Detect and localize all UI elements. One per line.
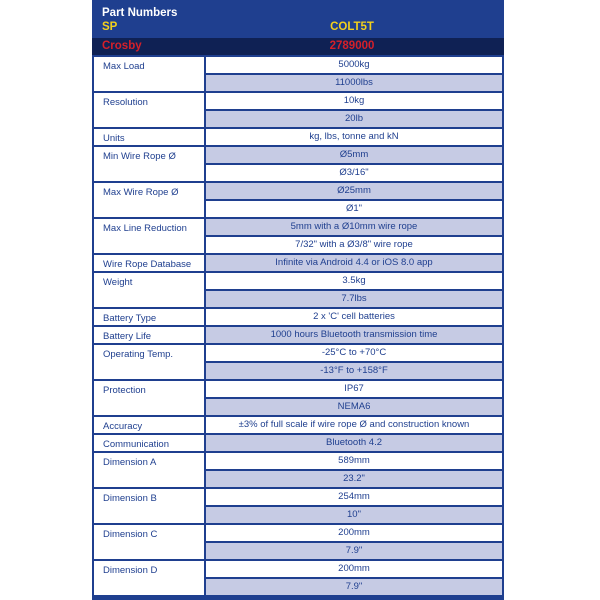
spec-row (92, 453, 504, 489)
spec-row (92, 525, 504, 561)
spec-value: Ø25mm (206, 183, 502, 199)
spec-label: Weight (94, 273, 204, 307)
spec-row (92, 381, 504, 417)
spec-row (92, 183, 504, 219)
spec-value: Bluetooth 4.2 (206, 435, 502, 451)
spec-label: Dimension C (94, 525, 204, 559)
spec-label: Dimension B (94, 489, 204, 523)
spec-value: 5mm with a Ø10mm wire rope (206, 219, 502, 235)
spec-value: IP67 (206, 381, 502, 397)
spec-value: -13°F to +158°F (206, 363, 502, 379)
spec-value: 10kg (206, 93, 502, 109)
spec-row (92, 129, 504, 147)
spec-row (92, 435, 504, 453)
sp-label: SP (102, 21, 118, 33)
spec-label: Accuracy (94, 417, 204, 433)
spec-value: 1000 hours Bluetooth transmission time (206, 327, 502, 343)
spec-label: Max Wire Rope Ø (94, 183, 204, 217)
spec-value: 23.2" (206, 471, 502, 487)
spec-row (92, 327, 504, 345)
spec-value: 7.9" (206, 543, 502, 559)
spec-label: Units (94, 129, 204, 145)
spec-value: Ø5mm (206, 147, 502, 163)
spec-label: Min Wire Rope Ø (94, 147, 204, 181)
spec-value: 11000lbs (206, 75, 502, 91)
spec-label: Max Load (94, 57, 204, 91)
crosby-row (92, 38, 504, 55)
spec-value: 20lb (206, 111, 502, 127)
spec-row (92, 345, 504, 381)
spec-row (92, 561, 504, 597)
spec-label: Communication (94, 435, 204, 451)
spec-value: 5000kg (206, 57, 502, 73)
spec-value: 589mm (206, 453, 502, 469)
spec-label: Max Line Reduction (94, 219, 204, 253)
spec-value: NEMA6 (206, 399, 502, 415)
spec-row (92, 255, 504, 273)
spec-value: -25°C to +70°C (206, 345, 502, 361)
crosby-part-number: 2789000 (329, 40, 375, 52)
spec-value: Ø3/16" (206, 165, 502, 181)
spec-row (92, 57, 504, 93)
spec-row (92, 147, 504, 183)
spec-value: 200mm (206, 525, 502, 541)
spec-table (92, 57, 504, 597)
spec-value: 200mm (206, 561, 502, 577)
spec-label: Wire Rope Database (94, 255, 204, 271)
spec-value: 10" (206, 507, 502, 523)
spec-value: 7/32" with a Ø3/8" wire rope (206, 237, 502, 253)
spec-value: ±3% of full scale if wire rope Ø and construction known (206, 417, 502, 433)
spec-value: Infinite via Android 4.4 or iOS 8.0 app (206, 255, 502, 271)
part-numbers-heading: Part Numbers (102, 7, 178, 19)
spec-sheet (92, 0, 504, 600)
spec-label: Dimension D (94, 561, 204, 595)
spec-label: Battery Type (94, 309, 204, 325)
spec-value: kg, lbs, tonne and kN (206, 129, 502, 145)
spec-row (92, 273, 504, 309)
spec-value: 7.9" (206, 579, 502, 595)
spec-row (92, 489, 504, 525)
spec-value: 3.5kg (206, 273, 502, 289)
spec-value: 254mm (206, 489, 502, 505)
spec-value: Ø1" (206, 201, 502, 217)
spec-row (92, 93, 504, 129)
crosby-label: Crosby (102, 40, 142, 52)
spec-label: Dimension A (94, 453, 204, 487)
spec-row (92, 417, 504, 435)
spec-row (92, 219, 504, 255)
spec-label: Resolution (94, 93, 204, 127)
model-name: COLT5T (330, 21, 374, 33)
spec-value: 2 x 'C' cell batteries (206, 309, 502, 325)
spec-label: Battery Life (94, 327, 204, 343)
spec-row (92, 309, 504, 327)
spec-value: 7.7lbs (206, 291, 502, 307)
spec-label: Protection (94, 381, 204, 415)
spec-label: Operating Temp. (94, 345, 204, 379)
